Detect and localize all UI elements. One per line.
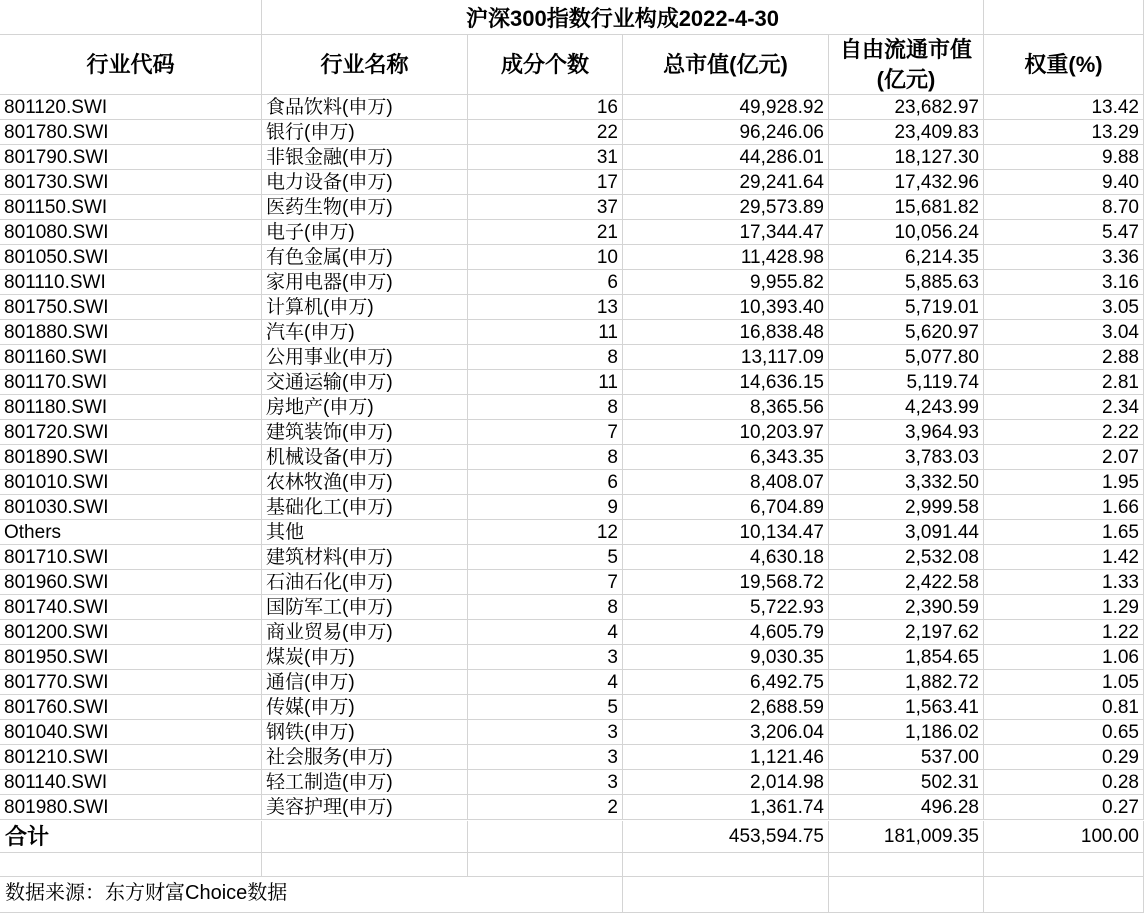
cell-empty[interactable] xyxy=(262,821,468,853)
cell-industry-code[interactable]: 801720.SWI xyxy=(0,420,262,445)
cell-free-float-value[interactable]: 23,682.97 xyxy=(829,95,984,120)
cell-free-float-value[interactable]: 2,422.58 xyxy=(829,570,984,595)
cell-weight[interactable]: 0.65 xyxy=(984,720,1144,745)
cell-weight[interactable]: 1.33 xyxy=(984,570,1144,595)
cell-constituent-count[interactable]: 2 xyxy=(468,795,623,820)
cell-total-market-value[interactable]: 6,492.75 xyxy=(623,670,829,695)
cell-total-market-value[interactable]: 44,286.01 xyxy=(623,145,829,170)
cell-free-float-value[interactable]: 1,563.41 xyxy=(829,695,984,720)
cell-industry-code[interactable]: 801770.SWI xyxy=(0,670,262,695)
header-free-float-line1: 自由流通市值 xyxy=(839,36,972,62)
cell-weight[interactable]: 2.07 xyxy=(984,445,1144,470)
cell-constituent-count[interactable]: 3 xyxy=(468,745,623,770)
cell-free-float-value[interactable]: 537.00 xyxy=(829,745,984,770)
cell-weight[interactable]: 0.29 xyxy=(984,745,1144,770)
cell-weight[interactable]: 2.81 xyxy=(984,370,1144,395)
cell-industry-code[interactable]: 801150.SWI xyxy=(0,195,262,220)
cell-industry-code[interactable]: 801170.SWI xyxy=(0,370,262,395)
cell-total-market-value[interactable]: 14,636.15 xyxy=(623,370,829,395)
data-source-note[interactable]: 数据来源：东方财富Choice数据 xyxy=(0,877,468,913)
cell-industry-code[interactable]: 801950.SWI xyxy=(0,645,262,670)
cell-weight[interactable]: 0.27 xyxy=(984,795,1144,820)
cell-free-float-value[interactable]: 3,783.03 xyxy=(829,445,984,470)
cell-industry-code[interactable]: 801140.SWI xyxy=(0,770,262,795)
cell-free-float-value[interactable]: 6,214.35 xyxy=(829,245,984,270)
header-free-float-line2: (亿元) xyxy=(876,66,936,92)
cell-total-market-value[interactable]: 17,344.47 xyxy=(623,220,829,245)
cell-free-float-value[interactable]: 2,999.58 xyxy=(829,495,984,520)
cell-industry-name[interactable]: 医药生物(申万) xyxy=(262,195,468,220)
cell-total-market-value[interactable]: 6,343.35 xyxy=(623,445,829,470)
cell-industry-code[interactable]: 801960.SWI xyxy=(0,570,262,595)
cell-industry-code[interactable]: Others xyxy=(0,520,262,545)
cell-total-market-value[interactable]: 4,630.18 xyxy=(623,545,829,570)
cell-weight[interactable]: 9.88 xyxy=(984,145,1144,170)
cell-industry-code[interactable]: 801050.SWI xyxy=(0,245,262,270)
cell-constituent-count[interactable]: 13 xyxy=(468,295,623,320)
cell-industry-name[interactable]: 通信(申万) xyxy=(262,670,468,695)
cell-industry-name[interactable]: 食品饮料(申万) xyxy=(262,95,468,120)
cell-free-float-value[interactable]: 2,390.59 xyxy=(829,595,984,620)
cell-industry-code[interactable]: 801080.SWI xyxy=(0,220,262,245)
cell-free-float-value[interactable]: 15,681.82 xyxy=(829,195,984,220)
cell-weight[interactable]: 3.36 xyxy=(984,245,1144,270)
cell-total-market-value[interactable]: 49,928.92 xyxy=(623,95,829,120)
cell-total-market-value[interactable]: 10,203.97 xyxy=(623,420,829,445)
cell-constituent-count[interactable]: 3 xyxy=(468,645,623,670)
cell-empty[interactable] xyxy=(829,877,984,913)
cell-empty[interactable] xyxy=(984,853,1144,877)
cell-total-market-value[interactable]: 11,428.98 xyxy=(623,245,829,270)
cell-constituent-count[interactable]: 21 xyxy=(468,220,623,245)
cell-free-float-value[interactable]: 1,882.72 xyxy=(829,670,984,695)
cell-industry-name[interactable]: 建筑装饰(申万) xyxy=(262,420,468,445)
cell-empty[interactable] xyxy=(829,853,984,877)
cell-industry-code[interactable]: 801120.SWI xyxy=(0,95,262,120)
cell-constituent-count[interactable]: 3 xyxy=(468,720,623,745)
cell-free-float-value[interactable]: 496.28 xyxy=(829,795,984,820)
cell-constituent-count[interactable]: 37 xyxy=(468,195,623,220)
cell-weight[interactable]: 1.65 xyxy=(984,520,1144,545)
cell-empty[interactable] xyxy=(984,0,1144,35)
cell-total-market-value[interactable]: 29,241.64 xyxy=(623,170,829,195)
cell-empty[interactable] xyxy=(623,877,829,913)
cell-total-market-value[interactable]: 2,014.98 xyxy=(623,770,829,795)
cell-empty[interactable] xyxy=(262,853,468,877)
cell-free-float-value[interactable]: 5,119.74 xyxy=(829,370,984,395)
cell-industry-name[interactable]: 房地产(申万) xyxy=(262,395,468,420)
cell-weight[interactable]: 13.42 xyxy=(984,95,1144,120)
cell-constituent-count[interactable]: 8 xyxy=(468,445,623,470)
cell-industry-name[interactable]: 计算机(申万) xyxy=(262,295,468,320)
cell-free-float-value[interactable]: 23,409.83 xyxy=(829,120,984,145)
cell-industry-name[interactable]: 汽车(申万) xyxy=(262,320,468,345)
cell-constituent-count[interactable]: 12 xyxy=(468,520,623,545)
cell-industry-code[interactable]: 801880.SWI xyxy=(0,320,262,345)
cell-empty[interactable] xyxy=(468,821,623,853)
cell-industry-name[interactable]: 石油石化(申万) xyxy=(262,570,468,595)
total-free-float-value[interactable]: 181,009.35 xyxy=(829,821,984,853)
cell-constituent-count[interactable]: 11 xyxy=(468,320,623,345)
cell-free-float-value[interactable]: 17,432.96 xyxy=(829,170,984,195)
cell-industry-code[interactable]: 801110.SWI xyxy=(0,270,262,295)
cell-constituent-count[interactable]: 31 xyxy=(468,145,623,170)
cell-weight[interactable]: 1.29 xyxy=(984,595,1144,620)
cell-free-float-value[interactable]: 502.31 xyxy=(829,770,984,795)
cell-constituent-count[interactable]: 7 xyxy=(468,420,623,445)
cell-industry-code[interactable]: 801710.SWI xyxy=(0,545,262,570)
cell-industry-name[interactable]: 电子(申万) xyxy=(262,220,468,245)
cell-empty[interactable] xyxy=(468,853,623,877)
cell-free-float-value[interactable]: 1,186.02 xyxy=(829,720,984,745)
cell-weight[interactable]: 2.88 xyxy=(984,345,1144,370)
total-label[interactable]: 合计 xyxy=(0,821,262,853)
cell-industry-name[interactable]: 国防军工(申万) xyxy=(262,595,468,620)
cell-industry-name[interactable]: 建筑材料(申万) xyxy=(262,545,468,570)
cell-industry-code[interactable]: 801750.SWI xyxy=(0,295,262,320)
cell-empty[interactable] xyxy=(984,877,1144,913)
cell-constituent-count[interactable]: 8 xyxy=(468,595,623,620)
cell-free-float-value[interactable]: 5,077.80 xyxy=(829,345,984,370)
cell-industry-name[interactable]: 有色金属(申万) xyxy=(262,245,468,270)
total-weight[interactable]: 100.00 xyxy=(984,821,1144,853)
total-market-value[interactable]: 453,594.75 xyxy=(623,821,829,853)
cell-constituent-count[interactable]: 8 xyxy=(468,345,623,370)
cell-constituent-count[interactable]: 4 xyxy=(468,670,623,695)
cell-weight[interactable]: 0.28 xyxy=(984,770,1144,795)
cell-free-float-value[interactable]: 5,719.01 xyxy=(829,295,984,320)
cell-industry-name[interactable]: 家用电器(申万) xyxy=(262,270,468,295)
cell-industry-name[interactable]: 非银金融(申万) xyxy=(262,145,468,170)
cell-total-market-value[interactable]: 10,134.47 xyxy=(623,520,829,545)
cell-free-float-value[interactable]: 10,056.24 xyxy=(829,220,984,245)
cell-weight[interactable]: 1.05 xyxy=(984,670,1144,695)
cell-free-float-value[interactable]: 18,127.30 xyxy=(829,145,984,170)
cell-free-float-value[interactable]: 3,332.50 xyxy=(829,470,984,495)
cell-industry-name[interactable]: 交通运输(申万) xyxy=(262,370,468,395)
cell-total-market-value[interactable]: 1,361.74 xyxy=(623,795,829,820)
table-title[interactable]: 沪深300指数行业构成2022-4-30 xyxy=(262,0,984,35)
cell-total-market-value[interactable]: 16,838.48 xyxy=(623,320,829,345)
cell-industry-name[interactable]: 钢铁(申万) xyxy=(262,720,468,745)
header-constituent-count[interactable]: 成分个数 xyxy=(468,35,623,95)
cell-industry-name[interactable]: 农林牧渔(申万) xyxy=(262,470,468,495)
cell-industry-name[interactable]: 社会服务(申万) xyxy=(262,745,468,770)
cell-industry-name[interactable]: 其他 xyxy=(262,520,468,545)
cell-free-float-value[interactable]: 3,964.93 xyxy=(829,420,984,445)
cell-free-float-value[interactable]: 4,243.99 xyxy=(829,395,984,420)
cell-total-market-value[interactable]: 4,605.79 xyxy=(623,620,829,645)
cell-industry-name[interactable]: 机械设备(申万) xyxy=(262,445,468,470)
cell-weight[interactable]: 3.16 xyxy=(984,270,1144,295)
cell-total-market-value[interactable]: 96,246.06 xyxy=(623,120,829,145)
cell-industry-code[interactable]: 801040.SWI xyxy=(0,720,262,745)
header-total-market-value[interactable]: 总市值(亿元) xyxy=(623,35,829,95)
cell-industry-name[interactable]: 商业贸易(申万) xyxy=(262,620,468,645)
cell-industry-code[interactable]: 801010.SWI xyxy=(0,470,262,495)
header-industry-name[interactable]: 行业名称 xyxy=(262,35,468,95)
cell-empty[interactable] xyxy=(468,877,623,913)
cell-total-market-value[interactable]: 8,365.56 xyxy=(623,395,829,420)
cell-free-float-value[interactable]: 5,885.63 xyxy=(829,270,984,295)
cell-industry-code[interactable]: 801890.SWI xyxy=(0,445,262,470)
cell-industry-name[interactable]: 美容护理(申万) xyxy=(262,795,468,820)
cell-industry-name[interactable]: 基础化工(申万) xyxy=(262,495,468,520)
cell-industry-code[interactable]: 801980.SWI xyxy=(0,795,262,820)
cell-industry-name[interactable]: 公用事业(申万) xyxy=(262,345,468,370)
cell-industry-code[interactable]: 801030.SWI xyxy=(0,495,262,520)
cell-weight[interactable]: 3.05 xyxy=(984,295,1144,320)
cell-total-market-value[interactable]: 10,393.40 xyxy=(623,295,829,320)
cell-weight[interactable]: 2.22 xyxy=(984,420,1144,445)
cell-total-market-value[interactable]: 9,030.35 xyxy=(623,645,829,670)
cell-empty[interactable] xyxy=(623,853,829,877)
cell-constituent-count[interactable]: 6 xyxy=(468,270,623,295)
cell-constituent-count[interactable]: 17 xyxy=(468,170,623,195)
cell-constituent-count[interactable]: 4 xyxy=(468,620,623,645)
cell-free-float-value[interactable]: 2,197.62 xyxy=(829,620,984,645)
cell-total-market-value[interactable]: 1,121.46 xyxy=(623,745,829,770)
cell-weight[interactable]: 0.81 xyxy=(984,695,1144,720)
cell-industry-name[interactable]: 传媒(申万) xyxy=(262,695,468,720)
cell-constituent-count[interactable]: 11 xyxy=(468,370,623,395)
cell-constituent-count[interactable]: 9 xyxy=(468,495,623,520)
cell-free-float-value[interactable]: 1,854.65 xyxy=(829,645,984,670)
cell-industry-name[interactable]: 银行(申万) xyxy=(262,120,468,145)
cell-weight[interactable]: 8.70 xyxy=(984,195,1144,220)
cell-industry-code[interactable]: 801760.SWI xyxy=(0,695,262,720)
cell-constituent-count[interactable]: 5 xyxy=(468,545,623,570)
cell-total-market-value[interactable]: 3,206.04 xyxy=(623,720,829,745)
cell-total-market-value[interactable]: 6,704.89 xyxy=(623,495,829,520)
cell-total-market-value[interactable]: 9,955.82 xyxy=(623,270,829,295)
header-industry-code[interactable]: 行业代码 xyxy=(0,35,262,95)
cell-weight[interactable]: 1.42 xyxy=(984,545,1144,570)
cell-constituent-count[interactable]: 16 xyxy=(468,95,623,120)
cell-free-float-value[interactable]: 2,532.08 xyxy=(829,545,984,570)
cell-weight[interactable]: 2.34 xyxy=(984,395,1144,420)
cell-industry-name[interactable]: 电力设备(申万) xyxy=(262,170,468,195)
cell-total-market-value[interactable]: 2,688.59 xyxy=(623,695,829,720)
cell-total-market-value[interactable]: 5,722.93 xyxy=(623,595,829,620)
cell-industry-code[interactable]: 801780.SWI xyxy=(0,120,262,145)
cell-total-market-value[interactable]: 13,117.09 xyxy=(623,345,829,370)
cell-industry-name[interactable]: 煤炭(申万) xyxy=(262,645,468,670)
cell-industry-code[interactable]: 801180.SWI xyxy=(0,395,262,420)
cell-constituent-count[interactable]: 6 xyxy=(468,470,623,495)
cell-constituent-count[interactable]: 3 xyxy=(468,770,623,795)
cell-weight[interactable]: 1.22 xyxy=(984,620,1144,645)
cell-weight[interactable]: 9.40 xyxy=(984,170,1144,195)
cell-constituent-count[interactable]: 7 xyxy=(468,570,623,595)
header-weight[interactable]: 权重(%) xyxy=(984,35,1144,95)
cell-industry-code[interactable]: 801790.SWI xyxy=(0,145,262,170)
cell-weight[interactable]: 5.47 xyxy=(984,220,1144,245)
cell-constituent-count[interactable]: 8 xyxy=(468,395,623,420)
cell-industry-name[interactable]: 轻工制造(申万) xyxy=(262,770,468,795)
cell-weight[interactable]: 1.06 xyxy=(984,645,1144,670)
cell-industry-code[interactable]: 801730.SWI xyxy=(0,170,262,195)
cell-constituent-count[interactable]: 5 xyxy=(468,695,623,720)
cell-total-market-value[interactable]: 8,408.07 xyxy=(623,470,829,495)
cell-total-market-value[interactable]: 19,568.72 xyxy=(623,570,829,595)
cell-weight[interactable]: 13.29 xyxy=(984,120,1144,145)
cell-weight[interactable]: 1.66 xyxy=(984,495,1144,520)
cell-weight[interactable]: 3.04 xyxy=(984,320,1144,345)
cell-constituent-count[interactable]: 22 xyxy=(468,120,623,145)
cell-empty[interactable] xyxy=(0,0,262,35)
cell-free-float-value[interactable]: 3,091.44 xyxy=(829,520,984,545)
cell-free-float-value[interactable]: 5,620.97 xyxy=(829,320,984,345)
cell-industry-code[interactable]: 801200.SWI xyxy=(0,620,262,645)
cell-constituent-count[interactable]: 10 xyxy=(468,245,623,270)
cell-industry-code[interactable]: 801210.SWI xyxy=(0,745,262,770)
cell-total-market-value[interactable]: 29,573.89 xyxy=(623,195,829,220)
cell-empty[interactable] xyxy=(0,853,262,877)
cell-industry-code[interactable]: 801740.SWI xyxy=(0,595,262,620)
cell-industry-code[interactable]: 801160.SWI xyxy=(0,345,262,370)
header-free-float-market-value[interactable] xyxy=(829,35,984,95)
cell-weight[interactable]: 1.95 xyxy=(984,470,1144,495)
